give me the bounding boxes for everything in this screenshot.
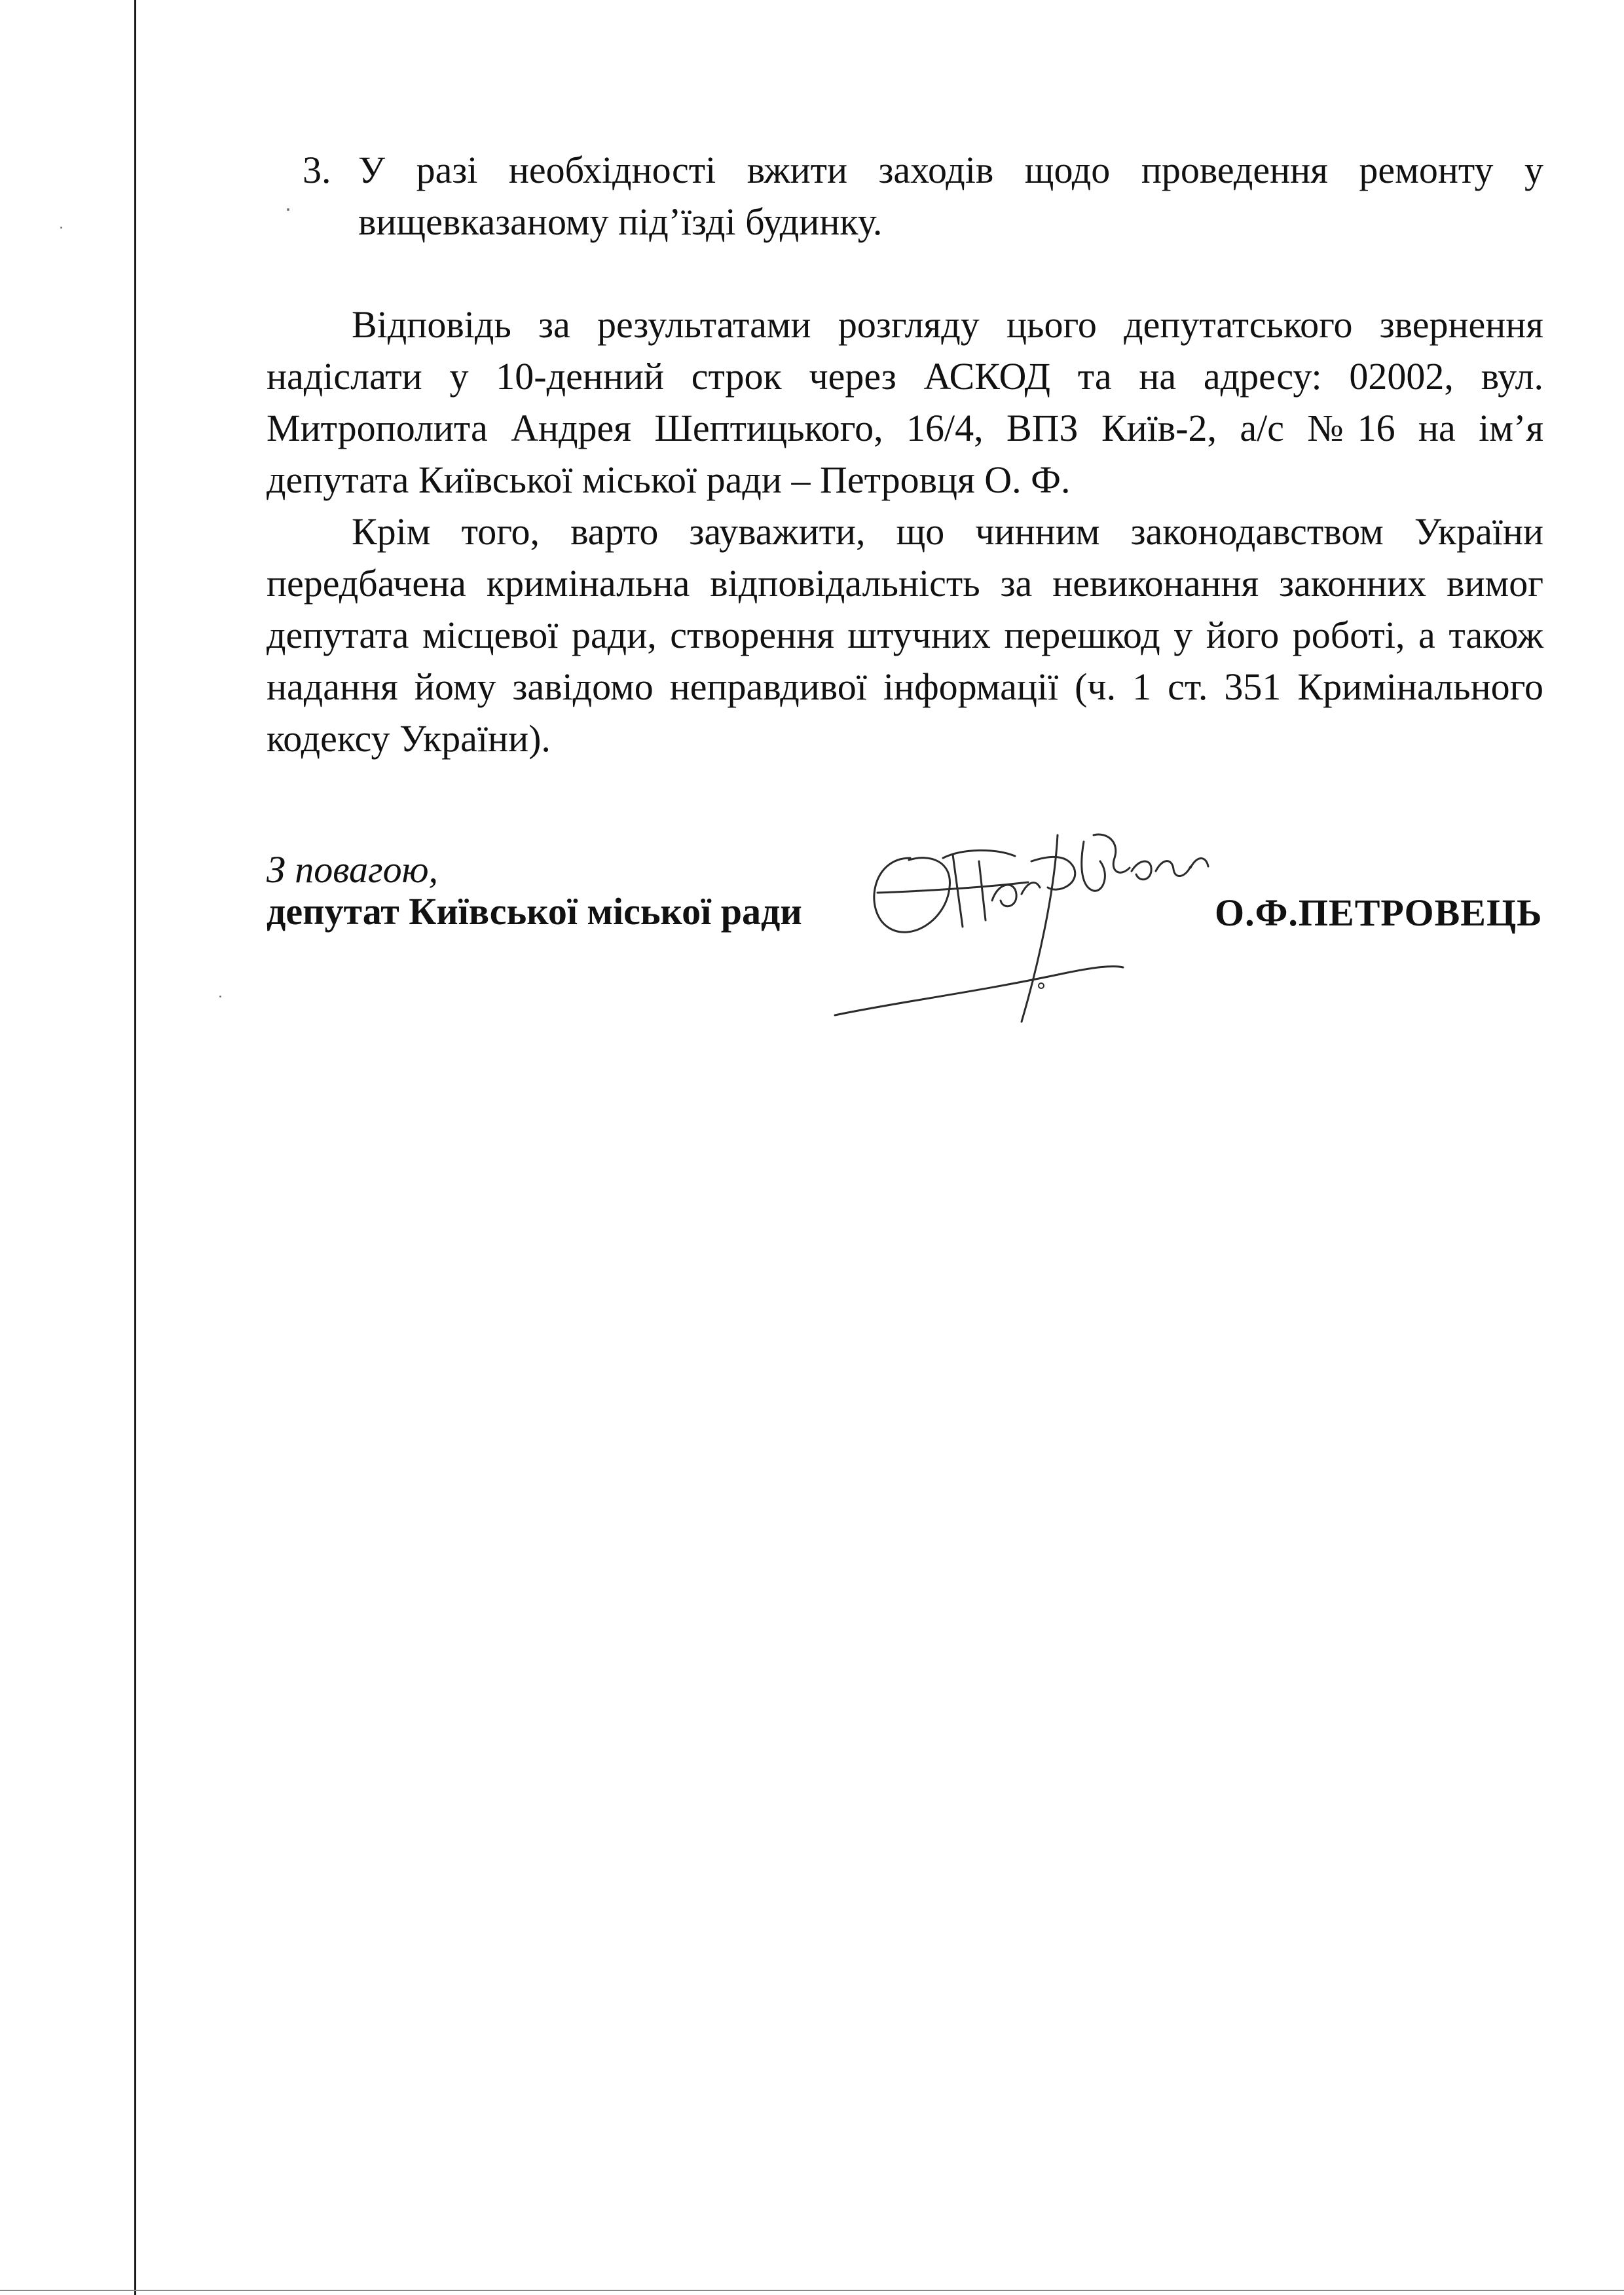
paragraph-response-address: Відповідь за результатами розгляду цього депутатського звернення надіслати у 10-денний строк через АСКОД та на адресу: 02002, вул. Митрополита Андрея Шептицького, 16/4, ВПЗ Київ-2, а/с №16 на ім’я депутата Київської міської ради – Петровця О. Ф. — [267, 303, 1543, 501]
closing-greeting: З повагою, — [267, 848, 439, 891]
closing-block — [267, 849, 802, 933]
scan-bottom-edge — [0, 2290, 1624, 2291]
list-item-text: У разі необхідності вжити заходів щодо проведення ремонту у вищевказаному під’їзді будинку. — [358, 149, 1543, 243]
signer-name: О.Ф.ПЕТРОВЕЦЬ — [1215, 891, 1543, 934]
list-item-number: 3. — [303, 149, 331, 191]
paragraph-legal-warning: Крім того, варто зауважити, що чинним законодавством України передбачена кримінальна відповідальність за невиконання законних вимог депутата місцевої ради, створення штучних перешкод у його роботі, а також надання йому завідомо неправдивої інформації (ч. 1 ст. 351 Кримінального кодексу України). — [267, 510, 1543, 760]
scan-speck — [219, 996, 221, 998]
handwritten-signature — [832, 796, 1238, 1045]
scan-speck — [60, 227, 62, 229]
closing-role: депутат Київської міської ради — [267, 890, 802, 933]
list-item-3 — [303, 144, 1543, 248]
scan-margin-line — [134, 0, 136, 2295]
scan-speck — [287, 208, 289, 211]
